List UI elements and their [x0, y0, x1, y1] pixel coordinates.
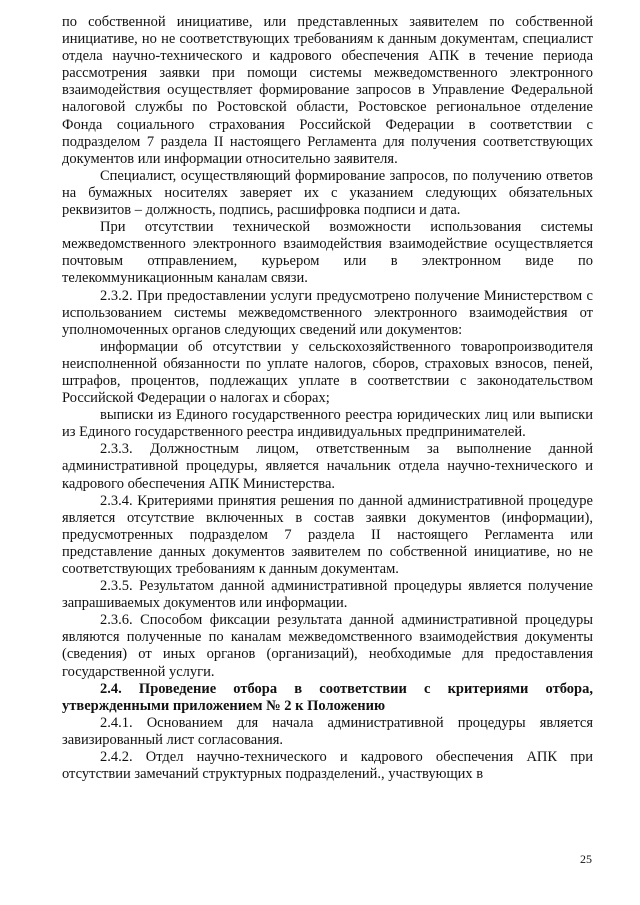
paragraph: 2.3.5. Результатом данной административной процедуры является получение запрашиваемых документов или информации.: [62, 578, 593, 612]
paragraph: При отсутствии технической возможности использования системы межведомственного электронного взаимодействия взаимодействие осуществляется почтовым отправлением, курьером или в электронном виде по телекоммуникационным каналам связи.: [62, 219, 593, 287]
paragraph: по собственной инициативе, или представленных заявителем по собственной инициативе, но не соответствующих требованиям к данным документам, специалист отдела научно-технического и кадрового обеспечения АПК в течение периода рассмотрения заявки при помощи системы межведомственного электронного взаимодействия осуществляет формирование запросов в Управление Федеральной налоговой службы по Ростовской области, Ростовское региональное отделение Фонда социального страхования Российской Федерации в соответствии с подразделом 7 раздела II настоящего Регламента для получения соответствующих документов или информации относительно заявителя.: [62, 14, 593, 167]
page-number: 25: [580, 852, 592, 866]
paragraph: 2.4.2. Отдел научно-технического и кадрового обеспечения АПК при отсутствии замечаний структурных подразделений., участвующих в: [62, 749, 593, 783]
section-heading: 2.4. Проведение отбора в соответствии с критериями отбора, утвержденными приложением № 2 к Положению: [62, 680, 593, 714]
paragraph: 2.3.4. Критериями принятия решения по данной административной процедуре является отсутствие включенных в состав заявки документов (информации), предусмотренных подразделом 7 раздела II настоящего Регламента или представление данных документов заявителем по собственной инициативе, но не соответствующих требованиям к данным документам.: [62, 492, 593, 577]
paragraph: 2.3.2. При предоставлении услуги предусмотрено получение Министерством с использованием системы межведомственного электронного взаимодействия от уполномоченных органов следующих сведений или документов:: [62, 287, 593, 338]
paragraph: 2.4.1. Основанием для начала административной процедуры является завизированный лист согласования.: [62, 714, 593, 748]
paragraph: выписки из Единого государственного реестра юридических лиц или выписки из Единого государственного реестра индивидуальных предпринимателей.: [62, 407, 593, 441]
paragraph: 2.3.6. Способом фиксации результата данной административной процедуры являются полученные по каналам межведомственного взаимодействия документы (сведения) от иных органов (организаций), необходимые для предоставления государственной услуги.: [62, 612, 593, 680]
paragraph: 2.3.3. Должностным лицом, ответственным за выполнение данной административной процедуры, является начальник отдела научно-технического и кадрового обеспечения АПК Министерства.: [62, 441, 593, 492]
paragraph: информации об отсутствии у сельскохозяйственного товаропроизводителя неисполненной обязанности по уплате налогов, сборов, страховых взносов, пеней, штрафов, процентов, подлежащих уплате в соответствии с законодательством Российской Федерации о налогах и сборах;: [62, 338, 593, 407]
paragraph: Специалист, осуществляющий формирование запросов, по получению ответов на бумажных носителях заверяет их с указанием следующих обязательных реквизитов – должность, подпись, расшифровка подписи и дата.: [62, 167, 593, 219]
body-text: [62, 14, 593, 783]
